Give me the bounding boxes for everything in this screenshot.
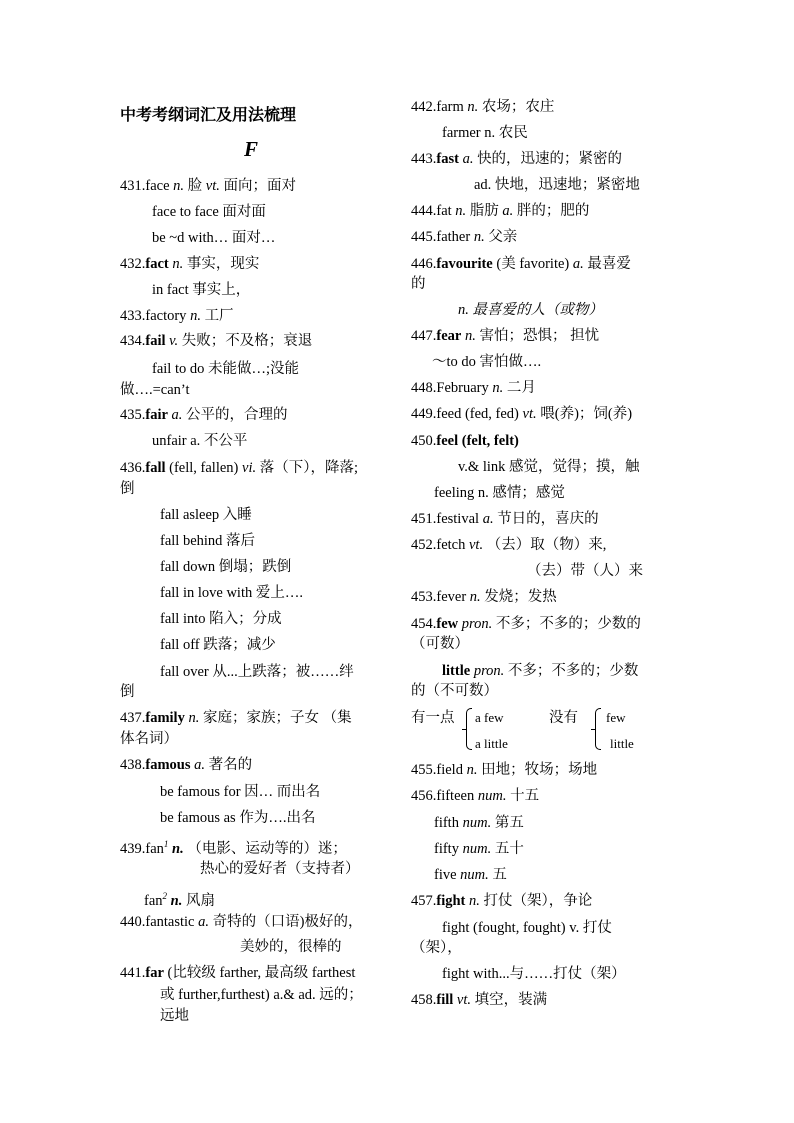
entry-444: 444.fat n. 脂肪 a. 胖的；肥的 xyxy=(411,203,590,219)
entry-436: 436.fall (fell, fallen) vi. 落（下），降落; xyxy=(120,460,359,476)
left-brace xyxy=(466,708,472,750)
phrase-cont: 做….=can’t xyxy=(120,382,190,398)
entry-442: 442.farm n. 农场；农庄 xyxy=(411,99,555,115)
phrase: fail to do 未能做…;没能 xyxy=(152,361,300,377)
entry-447: 447.fear n. 害怕；恐惧； 担忧 xyxy=(411,328,600,344)
entry-446: 446.favourite (美 favorite) a. 最喜爱 xyxy=(411,256,631,272)
entry-448: 448.February n. 二月 xyxy=(411,380,536,396)
entry-445: 445.father n. 父亲 xyxy=(411,229,518,245)
phrase: farmer n. 农民 xyxy=(442,125,528,141)
entry-453: 453.fever n. 发烧；发热 xyxy=(411,589,557,605)
phrase-cont: 倒 xyxy=(120,481,135,497)
brace-item: little xyxy=(610,736,634,751)
phrase: little pron. 不多；不多的；少数 xyxy=(442,663,639,679)
phrase: five num. 五 xyxy=(434,867,507,883)
phrase: ～to do 害怕做…. xyxy=(432,354,542,370)
phrase: fall in love with 爱上…. xyxy=(160,585,303,601)
right-brace xyxy=(595,708,601,750)
phrase: v.& link 感觉，觉得；摸，触 xyxy=(458,459,640,475)
entry-458: 458.fill vt. 填空，装满 xyxy=(411,992,548,1008)
entry-455: 455.field n. 田地；牧场；场地 xyxy=(411,762,598,778)
phrase-cont: （可数） xyxy=(411,636,469,652)
phrase: fall behind 落后 xyxy=(160,533,256,549)
phrase-cont: （架）， xyxy=(411,940,462,956)
entry-454: 454.few pron. 不多；不多的；少数的 xyxy=(411,616,641,632)
phrase: n. 最喜爱的人（或物） xyxy=(458,302,603,318)
phrase-cont: 倒 xyxy=(120,684,135,700)
document-title: 中考考纲词汇及用法梳理 xyxy=(120,105,297,124)
phrase-cont: 美妙的，很棒的 xyxy=(240,939,342,955)
phrase: fifty num. 五十 xyxy=(434,841,524,857)
entry-433: 433.factory n. 工厂 xyxy=(120,308,234,324)
brace-label-none: 没有 xyxy=(549,710,578,726)
phrase: fan$^2$ n. 风扇 xyxy=(144,891,215,909)
phrase-cont: 的（不可数） xyxy=(411,683,498,699)
phrase: in fact 事实上， xyxy=(152,282,251,298)
entry-449: 449.feed (fed, fed) vt. 喂(养)；饲(养) xyxy=(411,406,633,422)
brace-item: a little xyxy=(475,736,508,751)
phrase-cont: 体名词） xyxy=(120,731,178,747)
brace-label-some: 有一点 xyxy=(411,710,455,726)
entry-431: 431.face n. 脸 vt. 面向；面对 xyxy=(120,178,296,194)
entry-443: 443.fast a. 快的，迅速的；紧密的 xyxy=(411,151,623,167)
phrase-cont: （去）带（人）来 xyxy=(527,563,643,579)
phrase: face to face 面对面 xyxy=(152,204,266,220)
entry-450: 450.feel (felt, felt) xyxy=(411,433,519,449)
phrase: fall over 从...上跌落；被……绊 xyxy=(160,664,354,680)
section-letter: F xyxy=(244,137,259,161)
phrase: fight (fought, fought) v. 打仗 xyxy=(442,920,612,936)
phrase: fight with...与……打仗（架） xyxy=(442,966,626,982)
phrase: fall asleep 入睡 xyxy=(160,507,252,523)
entry-434: 434.fail v. 失败；不及格；衰退 xyxy=(120,333,313,349)
phrase: unfair a. 不公平 xyxy=(152,433,248,449)
phrase-cont: 的 xyxy=(411,276,426,292)
entry-439: 439.fan$^1$ n. （电影、运动等的）迷； xyxy=(120,839,347,857)
phrase: feeling n. 感情；感觉 xyxy=(434,485,565,501)
entry-438: 438.famous a. 著名的 xyxy=(120,757,253,773)
phrase: fall off 跌落；减少 xyxy=(160,637,276,653)
phrase-cont: 或 further,furthest) a.& ad. 远的； xyxy=(160,987,363,1003)
phrase: be famous for 因… 而出名 xyxy=(160,784,321,800)
phrase: fifth num. 第五 xyxy=(434,815,524,831)
brace-item: few xyxy=(606,710,626,725)
phrase: fall into 陷入；分成 xyxy=(160,611,282,627)
phrase-cont: 远地 xyxy=(160,1008,189,1024)
phrase: ad. 快地，迅速地；紧密地 xyxy=(474,177,640,193)
entry-452: 452.fetch vt. （去）取（物）来, xyxy=(411,537,607,553)
entry-441: 441.far (比较级 farther, 最高级 farthest xyxy=(120,965,356,981)
entry-457: 457.fight n. 打仗（架），争论 xyxy=(411,893,593,909)
entry-432: 432.fact n. 事实，现实 xyxy=(120,256,260,272)
entry-440: 440.fantastic a. 奇特的（口语)极好的， xyxy=(120,914,363,930)
phrase: be ~d with… 面对… xyxy=(152,230,276,246)
entry-437: 437.family n. 家庭；家族；子女 （集 xyxy=(120,710,352,726)
phrase: be famous as 作为….出名 xyxy=(160,810,316,826)
phrase: fall down 倒塌；跌倒 xyxy=(160,559,292,575)
entry-451: 451.festival a. 节日的，喜庆的 xyxy=(411,511,599,527)
entry-435: 435.fair a. 公平的，合理的 xyxy=(120,407,288,423)
entry-456: 456.fifteen num. 十五 xyxy=(411,788,540,804)
brace-item: a few xyxy=(475,710,504,725)
phrase-cont: 热心的爱好者（支持者） xyxy=(200,861,360,877)
